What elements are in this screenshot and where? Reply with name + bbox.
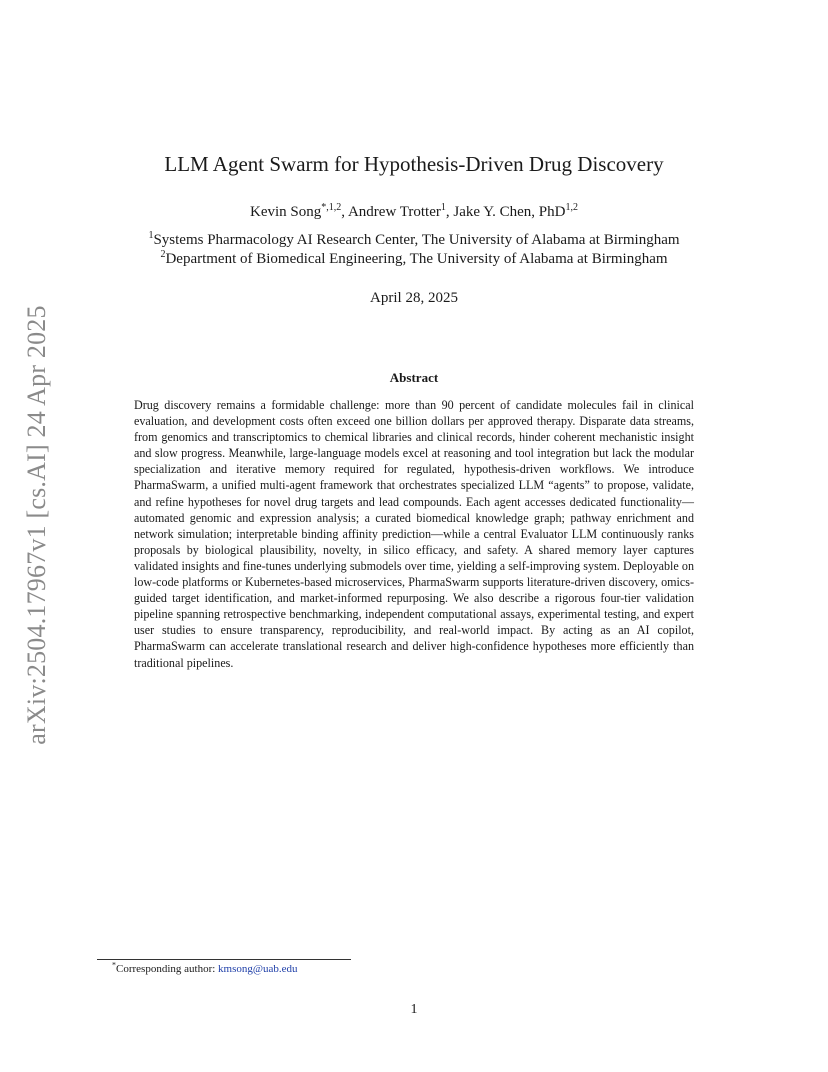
affiliation-2 [0,251,828,268]
author-affiliation-marks: 1,2 [565,202,578,213]
author-name: Kevin Song [250,204,322,220]
affiliation-mark: 1 [148,230,154,241]
affiliation-text: Department of Biomedical Engineering, The University of Alabama at Birmingham [165,251,668,267]
author-separator: , [341,204,348,220]
paper-title: LLM Agent Swarm for Hypothesis-Driven Drug Discovery [164,152,664,176]
affiliation-mark: 2 [160,249,166,260]
corresponding-author-footnote [112,960,298,975]
arxiv-identifier-stamp: arXiv:2504.17967v1 [cs.AI] 24 Apr 2025 [22,305,51,745]
affiliation-text: Systems Pharmacology AI Research Center, The University of Alabama at Birmingham [153,232,680,248]
footnote-mark: * [112,960,116,970]
author-list [0,204,828,221]
page-number: 1 [410,1002,418,1017]
author-email-link[interactable]: kmsong@uab.edu [218,963,298,975]
author-name: Jake Y. Chen, PhD [453,204,566,220]
footnote-label: Corresponding author: [116,963,219,975]
publication-date: April 28, 2025 [370,290,458,306]
abstract-body: Drug discovery remains a formidable challenge: more than 90 percent of candidate molecules fail in clinical evaluation, and development costs often exceed one billion dollars per approved therapy. Disparate data streams, from genomics and transcriptomics to chemical libraries and clinical records, hinder coherent mechanistic insight and slow progress. Meanwhile, large-language models excel at reasoning and tool integration but lack the modular specialization and iterative memory required for regulated, hypothesis-driven workflows. We introduce PharmaSwarm, a unified multi-agent framework that orchestrates specialized LLM “agents” to propose, validate, and refine hypotheses for novel drug targets and lead compounds. Each agent accesses dedicated functionality—automated genomic and expression analysis; a curated biomedical knowledge graph; pathway enrichment and network simulation; interpretable binding affinity prediction—while a central Evaluator LLM continuously ranks proposals by biological plausibility, novelty, in silico efficacy, and safety. A shared memory layer captures validated insights and fine-tunes underlying submodels over time, yielding a self-improving system. Deployable on low-code platforms or Kubernetes-based microservices, PharmaSwarm supports literature-driven discovery, omics-guided target identification, and market-informed repurposing. We also describe a rigorous four-tier validation pipeline spanning retrospective benchmarking, independent computational assays, experimental testing, and expert user studies to ensure transparency, reproducibility, and real-world impact. By acting as an AI copilot, PharmaSwarm can accelerate translational research and deliver high-confidence hypotheses more efficiently than traditional pipelines. [134,398,694,670]
footnote-divider [97,959,351,960]
author-affiliation-marks: *,1,2 [321,202,342,213]
author-separator: , [445,204,454,220]
author-affiliation-marks: 1 [440,202,446,213]
abstract-heading: Abstract [389,370,439,385]
affiliation-1 [0,232,828,249]
author-name: Andrew Trotter [347,204,441,220]
